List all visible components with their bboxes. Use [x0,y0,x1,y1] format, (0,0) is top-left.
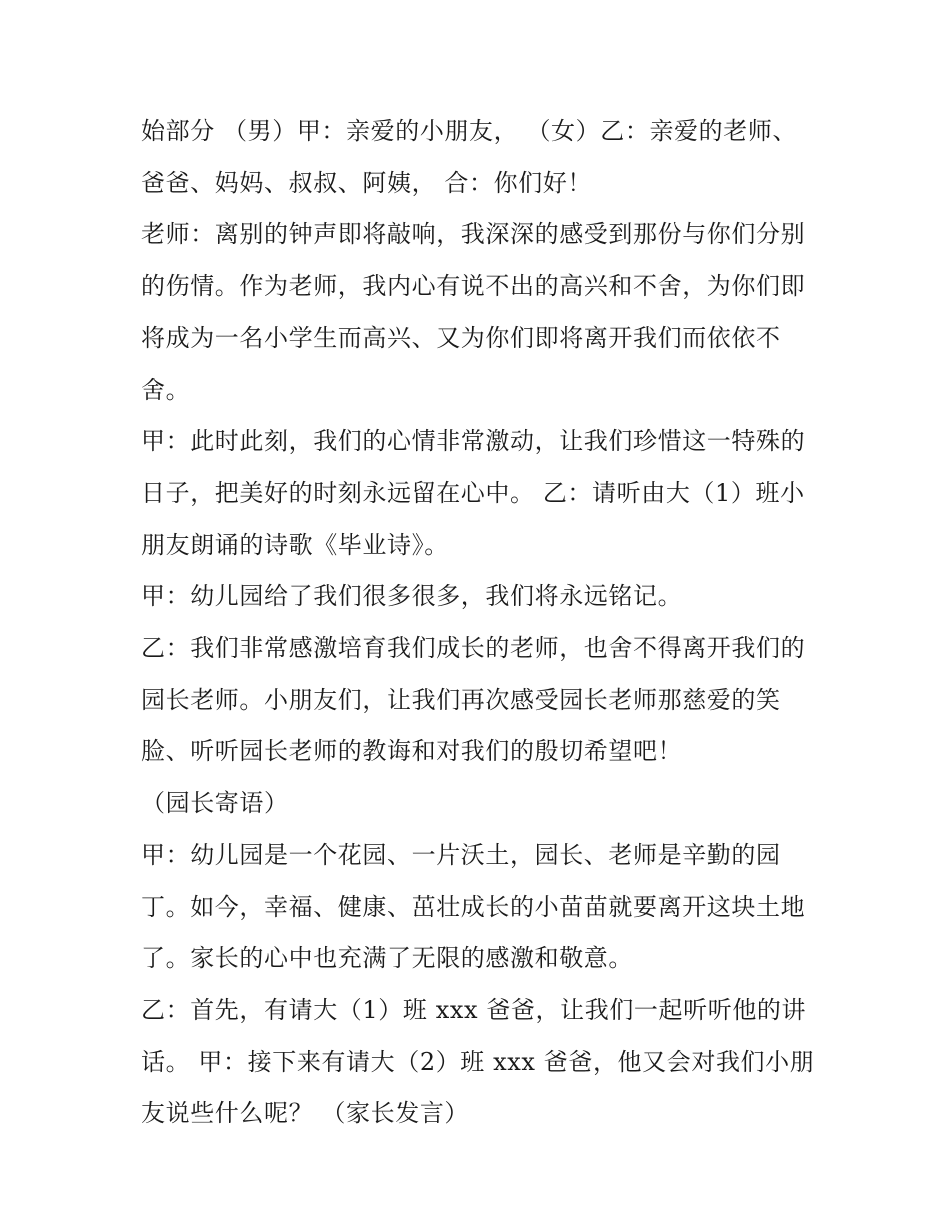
paragraph-yi-thanks: 乙：我们非常感激培育我们成长的老师，也舍不得离开我们的园长老师。小朋友们，让我们再次感受园长老师那慈爱的笑脸、听听园长老师的教诲和对我们的殷切希望吧！ [141,634,806,766]
paragraph-principal-message: （园长寄语） [141,789,289,818]
paragraph-jia-garden: 甲：幼儿园是一个花园、一片沃土，园长、老师是辛勤的园丁。如今，幸福、健康、茁壮成长的小苗苗就要离开这块土地了。家长的心中也充满了无限的感激和敬意。 [141,840,806,973]
paragraph-yi-parents: 乙：首先，有请大（1）班 xxx 爸爸，让我们一起听听他的讲话。 甲：接下来有请大（2）班 xxx 爸爸，他又会对我们小朋友说些什么呢？ （家长发言） [141,995,815,1128]
paragraph-jia-moment: 甲：此时此刻，我们的心情非常激动，让我们珍惜这一特殊的日子，把美好的时刻永远留在心中。 乙：请听由大（1）班小朋友朗诵的诗歌《毕业诗》。 [141,427,806,559]
document-body [141,106,821,1140]
paragraph-teacher: 老师：离别的钟声即将敲响，我深深的感受到那份与你们分别的伤情。作为老师，我内心有说不出的高兴和不舍，为你们即将成为一名小学生而高兴、又为你们即将离开我们而依依不舍。 [141,220,806,404]
paragraph-jia-remember: 甲：幼儿园给了我们很多很多，我们将永远铭记。 [141,582,683,611]
paragraph-opening: 始部分 （男）甲：亲爱的小朋友， （女）乙：亲爱的老师、爸爸、妈妈、叔叔、阿姨， 合：你们好！ [141,117,798,197]
